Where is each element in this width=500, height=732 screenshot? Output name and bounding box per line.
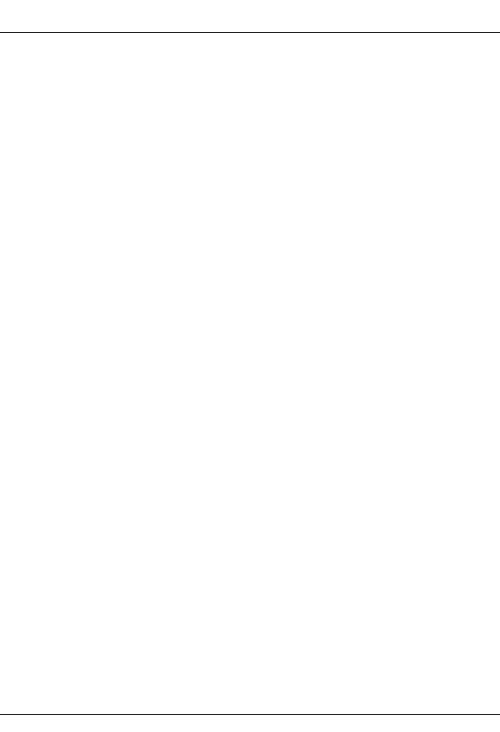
page-header [0,0,500,33]
footer-divider [0,714,500,715]
